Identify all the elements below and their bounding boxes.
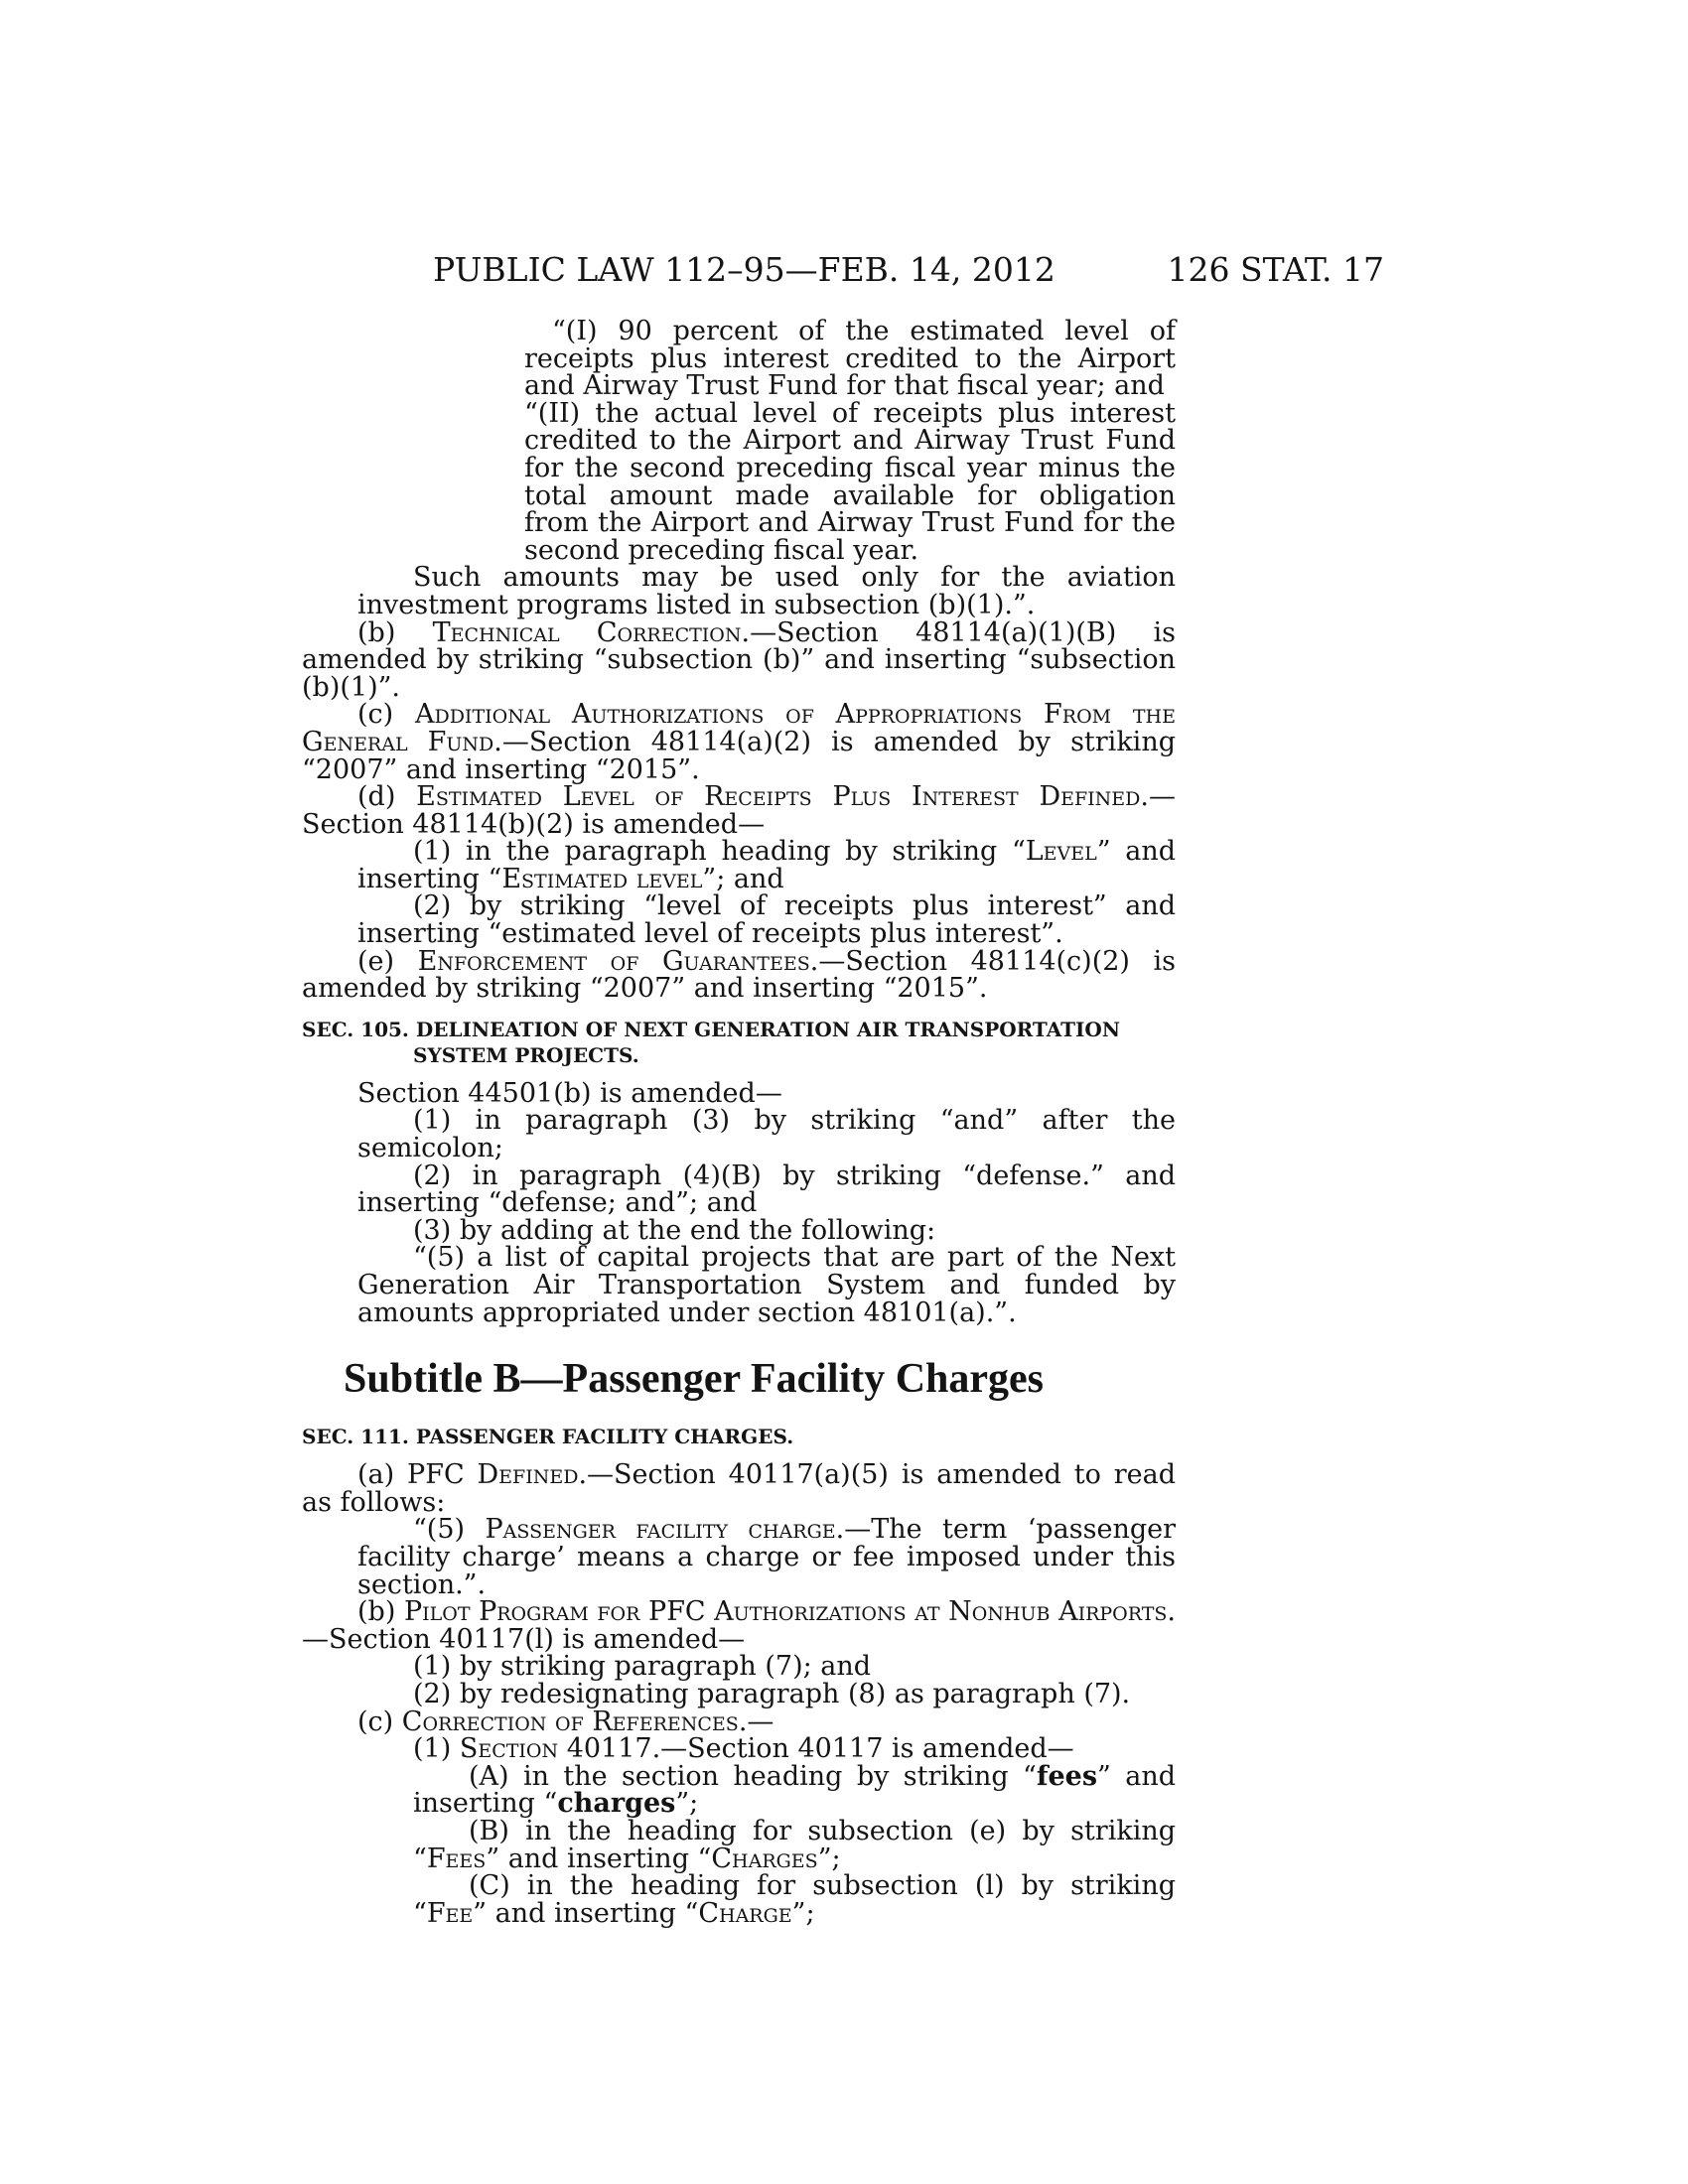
section-111-subsection-b-paragraph-1: (1) by striking paragraph (7); and (413, 1651, 872, 1683)
document-page (302, 0, 1394, 2184)
section-105-quote: “(5) a list of capital projects that are part of the Next Generation Air Transportation System and funded by amounts appropriated under section 48101(a).”. (357, 1242, 1176, 1328)
subsection-e-heading: Enforcement of Guarantees. (417, 945, 819, 977)
running-title: PUBLIC LAW 112–95—FEB. 14, 2012 (433, 250, 1055, 289)
section-111-subsection-c: (c) Correction of References.— (357, 1706, 774, 1737)
section-111-heading: SEC. 111. PASSENGER FACILITY CHARGES. (302, 1425, 794, 1449)
subparagraph-A: (A) in the section heading by striking “fees” and inserting “charges”; (413, 1760, 1176, 1820)
clause-I: “(I) 90 percent of the estimated level of receipts plus interest credited to the Airport and Airway Trust Fund for that fiscal year; and (524, 316, 1176, 402)
section-111-subsection-b: (b) Pilot Program for PFC Authorizations at Nonhub Airports.—Section 40117(l) is amended— (302, 1596, 1177, 1655)
quoted-clauses (524, 318, 1176, 564)
section-105-paragraph-3: (3) by adding at the end the following: (413, 1214, 936, 1246)
clause-II: “(II) the actual level of receipts plus interest credited to the Airport and Airway Trust Fund for the second preceding fiscal year minus the total amount made available for obligation from the Airport and Airway Trust Fund for the second preceding fiscal year. (524, 397, 1176, 566)
subsection-e: (e) Enforcement of Guarantees.—Section 48114(c)(2) is amended by striking “2007” and inserting “2015”. (302, 945, 1176, 1005)
document-body (302, 318, 1176, 1927)
subtitle-heading: Subtitle B—Passenger Facility Charges (344, 1356, 1045, 1403)
page-number: 126 STAT. 17 (1167, 250, 1384, 289)
section-105-intro: Section 44501(b) is amended— (357, 1077, 782, 1109)
subsection-d-heading: Estimated Level of Receipts Plus Interest Defined. (416, 781, 1149, 813)
section-111-subsection-a: (a) PFC Defined.—Section 40117(a)(5) is amended to read as follows: (302, 1459, 1177, 1518)
subsection-d-paragraph-1: (1) in the paragraph heading by striking “Level” and inserting “Estimated level”; and (357, 836, 1176, 894)
subsection-d-paragraph-2: (2) by striking “level of receipts plus interest” and inserting “estimated level of receipts plus interest”. (357, 890, 1176, 950)
subparagraph-C: (C) in the heading for subsection (l) by striking “Fee” and inserting “Charge”; (413, 1870, 1176, 1929)
section-111-subsection-c-paragraph-1: (1) Section 40117.—Section 40117 is amended— (413, 1733, 1074, 1765)
subsection-b: (b) Technical Correction.—Section 48114(a)(1)(B) is amended by striking “subsection (b)” and inserting “subsection (b)(1)”. (302, 616, 1177, 703)
subsection-c-heading: Additional Authorizations of Appropriations From the General Fund. (302, 699, 1176, 757)
subsection-b-heading: Technical Correction. (432, 616, 751, 648)
section-111-subsection-a-quote: “(5) Passenger facility charge.—The term ‘passenger facility charge’ means a charge or fee imposed under this section.”. (357, 1514, 1177, 1600)
subsection-c: (c) Additional Authorizations of Appropriations From the General Fund.—Section 48114(a)(2) is amended by striking “2007” and inserting “2015”. (302, 699, 1176, 785)
section-105-paragraph-1: (1) in paragraph (3) by striking “and” after the semicolon; (357, 1105, 1176, 1164)
page-header (302, 250, 1384, 290)
subparagraph-B: (B) in the heading for subsection (e) by striking “Fees” and inserting “Charges”; (413, 1815, 1176, 1874)
section-111-subsection-b-paragraph-2: (2) by redesignating paragraph (8) as paragraph (7). (413, 1678, 1131, 1709)
subsection-d: (d) Estimated Level of Receipts Plus Interest Defined.— Section 48114(b)(2) is amended— (302, 781, 1176, 840)
such-amounts-paragraph: Such amounts may be used only for the aviation investment programs listed in subsection (b)(1).”. (357, 562, 1176, 620)
section-105-paragraph-2: (2) in paragraph (4)(B) by striking “defense.” and inserting “defense; and”; and (357, 1160, 1176, 1219)
section-105-heading: SEC. 105. DELINEATION OF NEXT GENERATION AIR TRANSPORTATION SYSTEM PROJECTS. (302, 1017, 1121, 1067)
